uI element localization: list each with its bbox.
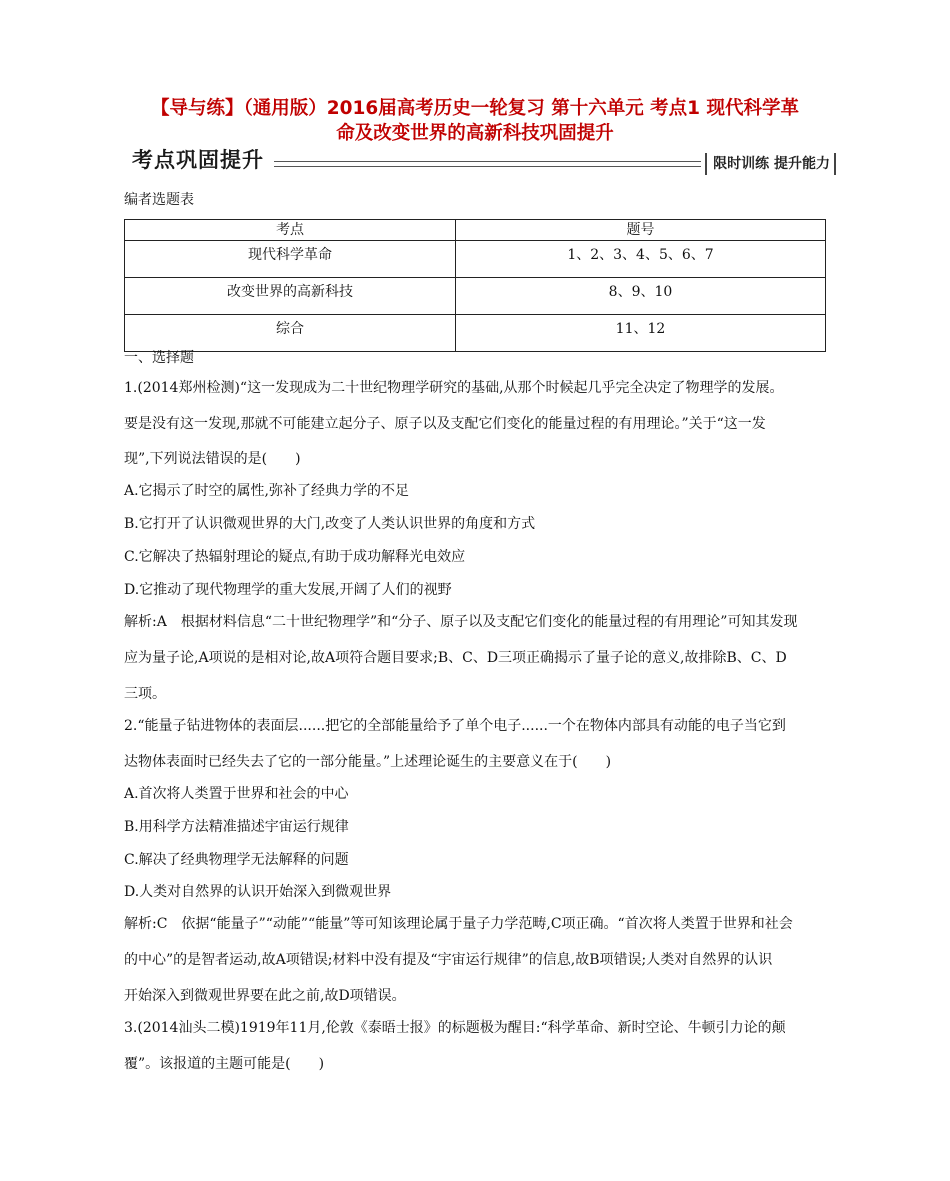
banner-label: 考点巩固提升 xyxy=(124,145,274,175)
body-line: A.它揭示了时空的属性,弥补了经典力学的不足 xyxy=(124,483,410,499)
title-line-2: 命及改变世界的高新科技巩固提升 xyxy=(336,123,614,144)
body-line: 开始深入到微观世界要在此之前,故D项错误。 xyxy=(124,988,406,1004)
table-row xyxy=(125,315,826,352)
table-cell: 8、9、10 xyxy=(456,278,826,315)
body-line: A.首次将人类置于世界和社会的中心 xyxy=(124,786,349,802)
topic-table xyxy=(124,219,826,352)
body-line: D.人类对自然界的认识开始深入到微观世界 xyxy=(124,884,392,900)
body-line: 应为量子论,A项说的是相对论,故A项符合题目要求;B、C、D三项正确揭示了量子论的意义,故排除B、C、D xyxy=(124,650,787,666)
table-cell: 11、12 xyxy=(456,315,826,352)
banner-rule xyxy=(274,161,701,162)
body-line: B.用科学方法精准描述宇宙运行规律 xyxy=(124,819,349,835)
table-row xyxy=(125,278,826,315)
table-row xyxy=(125,241,826,278)
table-cell: 综合 xyxy=(125,315,456,352)
body-line: 3.(2014汕头二模)1919年11月,伦敦《泰晤士报》的标题极为醒目:“科学革命、新时空论、牛顿引力论的颠 xyxy=(124,1020,786,1036)
section-banner xyxy=(124,145,836,179)
body-line: 解析:C 依据“能量子”“动能”“能量”等可知该理论属于量子力学范畴,C项正确。“首次将人类置于世界和社会 xyxy=(124,916,793,932)
table-header: 考点 xyxy=(125,220,456,241)
table-header: 题号 xyxy=(456,220,826,241)
title-line-1: 【导与练】（通用版）2016届高考历史一轮复习 第十六单元 考点1 现代科学革 xyxy=(151,98,799,119)
body-line: 的中心”的是智者运动,故A项错误;材料中没有提及“宇宙运行规律”的信息,故B项错误;人类对自然界的认识 xyxy=(124,952,773,968)
section-heading: 一、选择题 xyxy=(124,350,194,366)
table-header-row xyxy=(125,220,826,241)
body-line: 达物体表面时已经失去了它的一部分能量。”上述理论诞生的主要意义在于( ) xyxy=(124,754,612,770)
banner-tagline: 限时训练 提升能力 xyxy=(705,153,836,175)
body-line: D.它推动了现代物理学的重大发展,开阔了人们的视野 xyxy=(124,582,452,598)
banner-rule xyxy=(274,166,701,167)
body-line: 解析:A 根据材料信息“二十世纪物理学”和“分子、原子以及支配它们变化的能量过程的有用理论”可知其发现 xyxy=(124,614,798,630)
body-line: B.它打开了认识微观世界的大门,改变了人类认识世界的角度和方式 xyxy=(124,516,536,532)
body-line: 三项。 xyxy=(124,686,166,702)
document-title xyxy=(110,96,840,146)
body-line: C.解决了经典物理学无法解释的问题 xyxy=(124,852,349,868)
table-cell: 改变世界的高新科技 xyxy=(125,278,456,315)
table-cell: 现代科学革命 xyxy=(125,241,456,278)
body-line: 现”,下列说法错误的是( ) xyxy=(124,451,301,467)
table-caption: 编者选题表 xyxy=(124,192,194,208)
body-line: 2.“能量子钻进物体的表面层......把它的全部能量给予了单个电子......一个在物体内部具有动能的电子当它到 xyxy=(124,718,786,734)
body-line: 要是没有这一发现,那就不可能建立起分子、原子以及支配它们变化的能量过程的有用理论。”关于“这一发 xyxy=(124,416,766,432)
body-line: 覆”。该报道的主题可能是( ) xyxy=(124,1056,325,1072)
body-line: C.它解决了热辐射理论的疑点,有助于成功解释光电效应 xyxy=(124,549,466,565)
table-cell: 1、2、3、4、5、6、7 xyxy=(456,241,826,278)
body-line: 1.(2014郑州检测)“这一发现成为二十世纪物理学研究的基础,从那个时候起几乎完全决定了物理学的发展。 xyxy=(124,380,784,396)
